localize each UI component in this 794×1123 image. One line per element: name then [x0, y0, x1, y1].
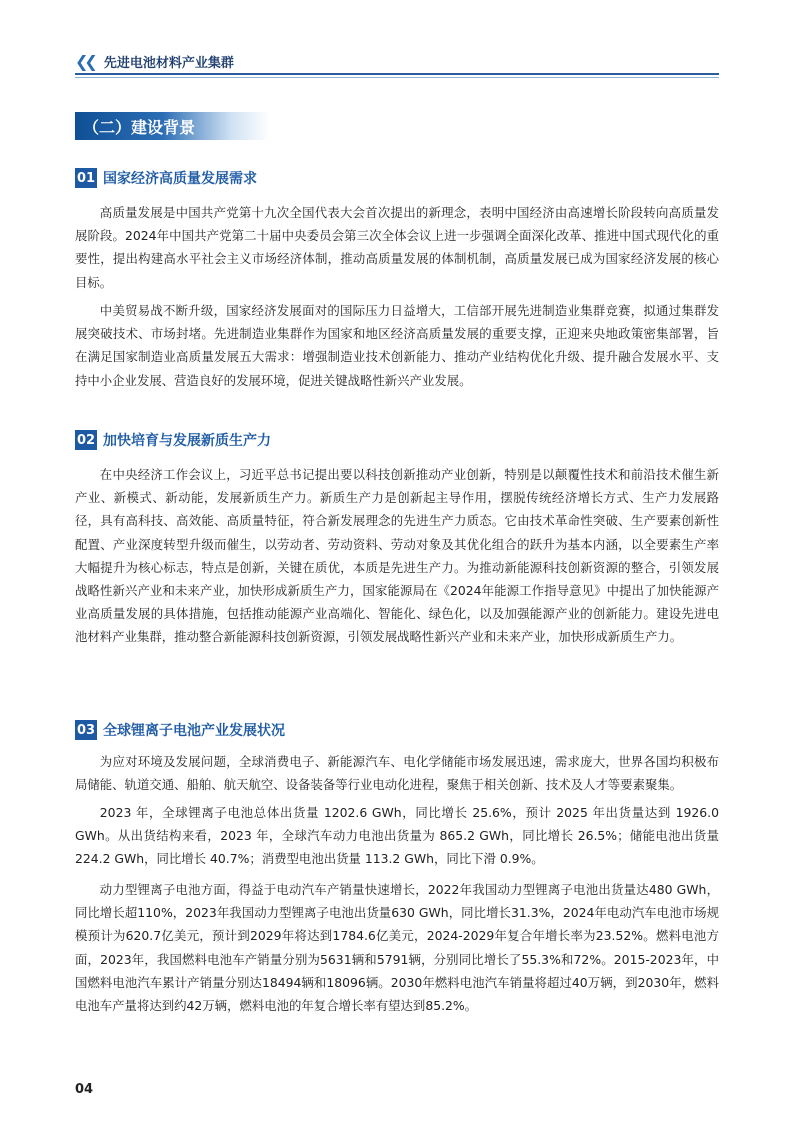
- subsection-title: 全球锂离子电池产业发展状况: [103, 723, 285, 739]
- double-chevron-left-icon: ❮❮: [75, 51, 94, 71]
- paragraph: 2023 年，全球锂离子电池总体出货量 1202.6 GWh，同比增长 25.6%，预计 2025 年出货量达到 1926.0 GWh。从出货结构来看，2023 年，全球汽车动力电池出货量为 865.2 GWh，同比增长 26.5%；储能电池出货量 224.2 GWh，同比增长 40.7%；消费型电池出货量 113.2 GWh，同比下滑 0.9%。: [75, 805, 719, 867]
- section-title: （二）建设背景: [83, 117, 196, 137]
- paragraph: 在中央经济工作会议上，习近平总书记提出要以科技创新推动产业创新，特别是以颠覆性技术和前沿技术催生新产业、新模式、新动能，发展新质生产力。新质生产力是创新起主导作用，摆脱传统经济增长方式、生产力发展路径，具有高科技、高效能、高质量特征，符合新发展理念的先进生产力质态。它由技术革命性突破、生产要素创新性配置、产业深度转型升级而催生，以劳动者、劳动资料、劳动对象及其优化组合的跃升为基本内涵，以全要素生产率大幅提升为核心标志，特点是创新，关键在质优，本质是先进生产力。为推动新能源科技创新资源的整合，引领发展战略性新兴产业和未来产业，加快形成新质生产力，国家能源局在《2024年能源工作指导意见》中提出了加快能源产业高质量发展的具体措施，包括推动能源产业高端化、智能化、绿色化，以及加强能源产业的创新能力。建设先进电池材料产业集群，推动整合新能源科技创新资源，引领发展战略性新兴产业和未来产业，加快形成新质生产力。: [75, 467, 719, 645]
- subsection-heading-01: [75, 168, 257, 188]
- subsection-number: 03: [75, 720, 97, 740]
- subsection-number: 02: [75, 430, 97, 450]
- header-rule-thin: [75, 77, 719, 78]
- section-banner: [75, 112, 270, 140]
- paragraph: 高质量发展是中国共产党第十九次全国代表大会首次提出的新理念，表明中国经济由高速增长阶段转向高质量发展阶段。2024年中国共产党第二十届中央委员会第三次全体会议上进一步强调全面深化改革、推进中国式现代化的重要性，提出构建高水平社会主义市场经济体制，推动高质量发展的体制机制，高质量发展已成为国家经济发展的核心目标。: [75, 205, 719, 290]
- paragraph: 中美贸易战不断升级，国家经济发展面对的国际压力日益增大，工信部开展先进制造业集群竞赛，拟通过集群发展突破技术、市场封堵。先进制造业集群作为国家和地区经济高质量发展的重要支撑，正迎来央地政策密集部署，旨在满足国家制造业高质量发展五大需求：增强制造业技术创新能力、推动产业结构优化升级、提升融合发展水平、支持中小企业发展、营造良好的发展环境，促进关键战略性新兴产业发展。: [75, 303, 719, 388]
- subsection-number: 01: [75, 168, 97, 188]
- paragraph: 为应对环境及发展问题，全球消费电子、新能源汽车、电化学储能市场发展迅速，需求庞大，世界各国均积极布局储能、轨道交通、船舶、航天航空、设备装备等行业电动化进程，聚焦于相关创新、技术及人才等要素聚集。: [75, 754, 719, 793]
- header-rule: [75, 73, 719, 75]
- paragraph: 动力型锂离子电池方面，得益于电动汽车产销量快速增长，2022年我国动力型锂离子电池出货量达480 GWh，同比增长超110%，2023年我国动力型锂离子电池出货量630 GWh，同比增长31.3%，2024年电动汽车电池市场规模预计为620.7亿美元，预计到2029年将达到1784.6亿美元，2024-2029年复合年增长率为23.52%。燃料电池方面，2023年，我国燃料电池车产销量分别为5631辆和5791辆，分别同比增长了55.3%和72%。2015-2023年，中国燃料电池汽车累计产销量分别达18494辆和18096辆。2030年燃料电池汽车销量将超过40万辆，到2030年，燃料电池车产量将达到约42万辆，燃料电池的年复合增长率有望达到85.2%。: [75, 882, 719, 1014]
- subsection-heading-03: [75, 720, 285, 740]
- subsection-heading-02: [75, 430, 271, 450]
- subsection-title: 加快培育与发展新质生产力: [103, 433, 271, 449]
- running-header: [75, 50, 234, 72]
- header-title: 先进电池材料产业集群: [103, 55, 234, 71]
- subsection-title: 国家经济高质量发展需求: [103, 171, 257, 187]
- page-number: 04: [75, 1082, 94, 1097]
